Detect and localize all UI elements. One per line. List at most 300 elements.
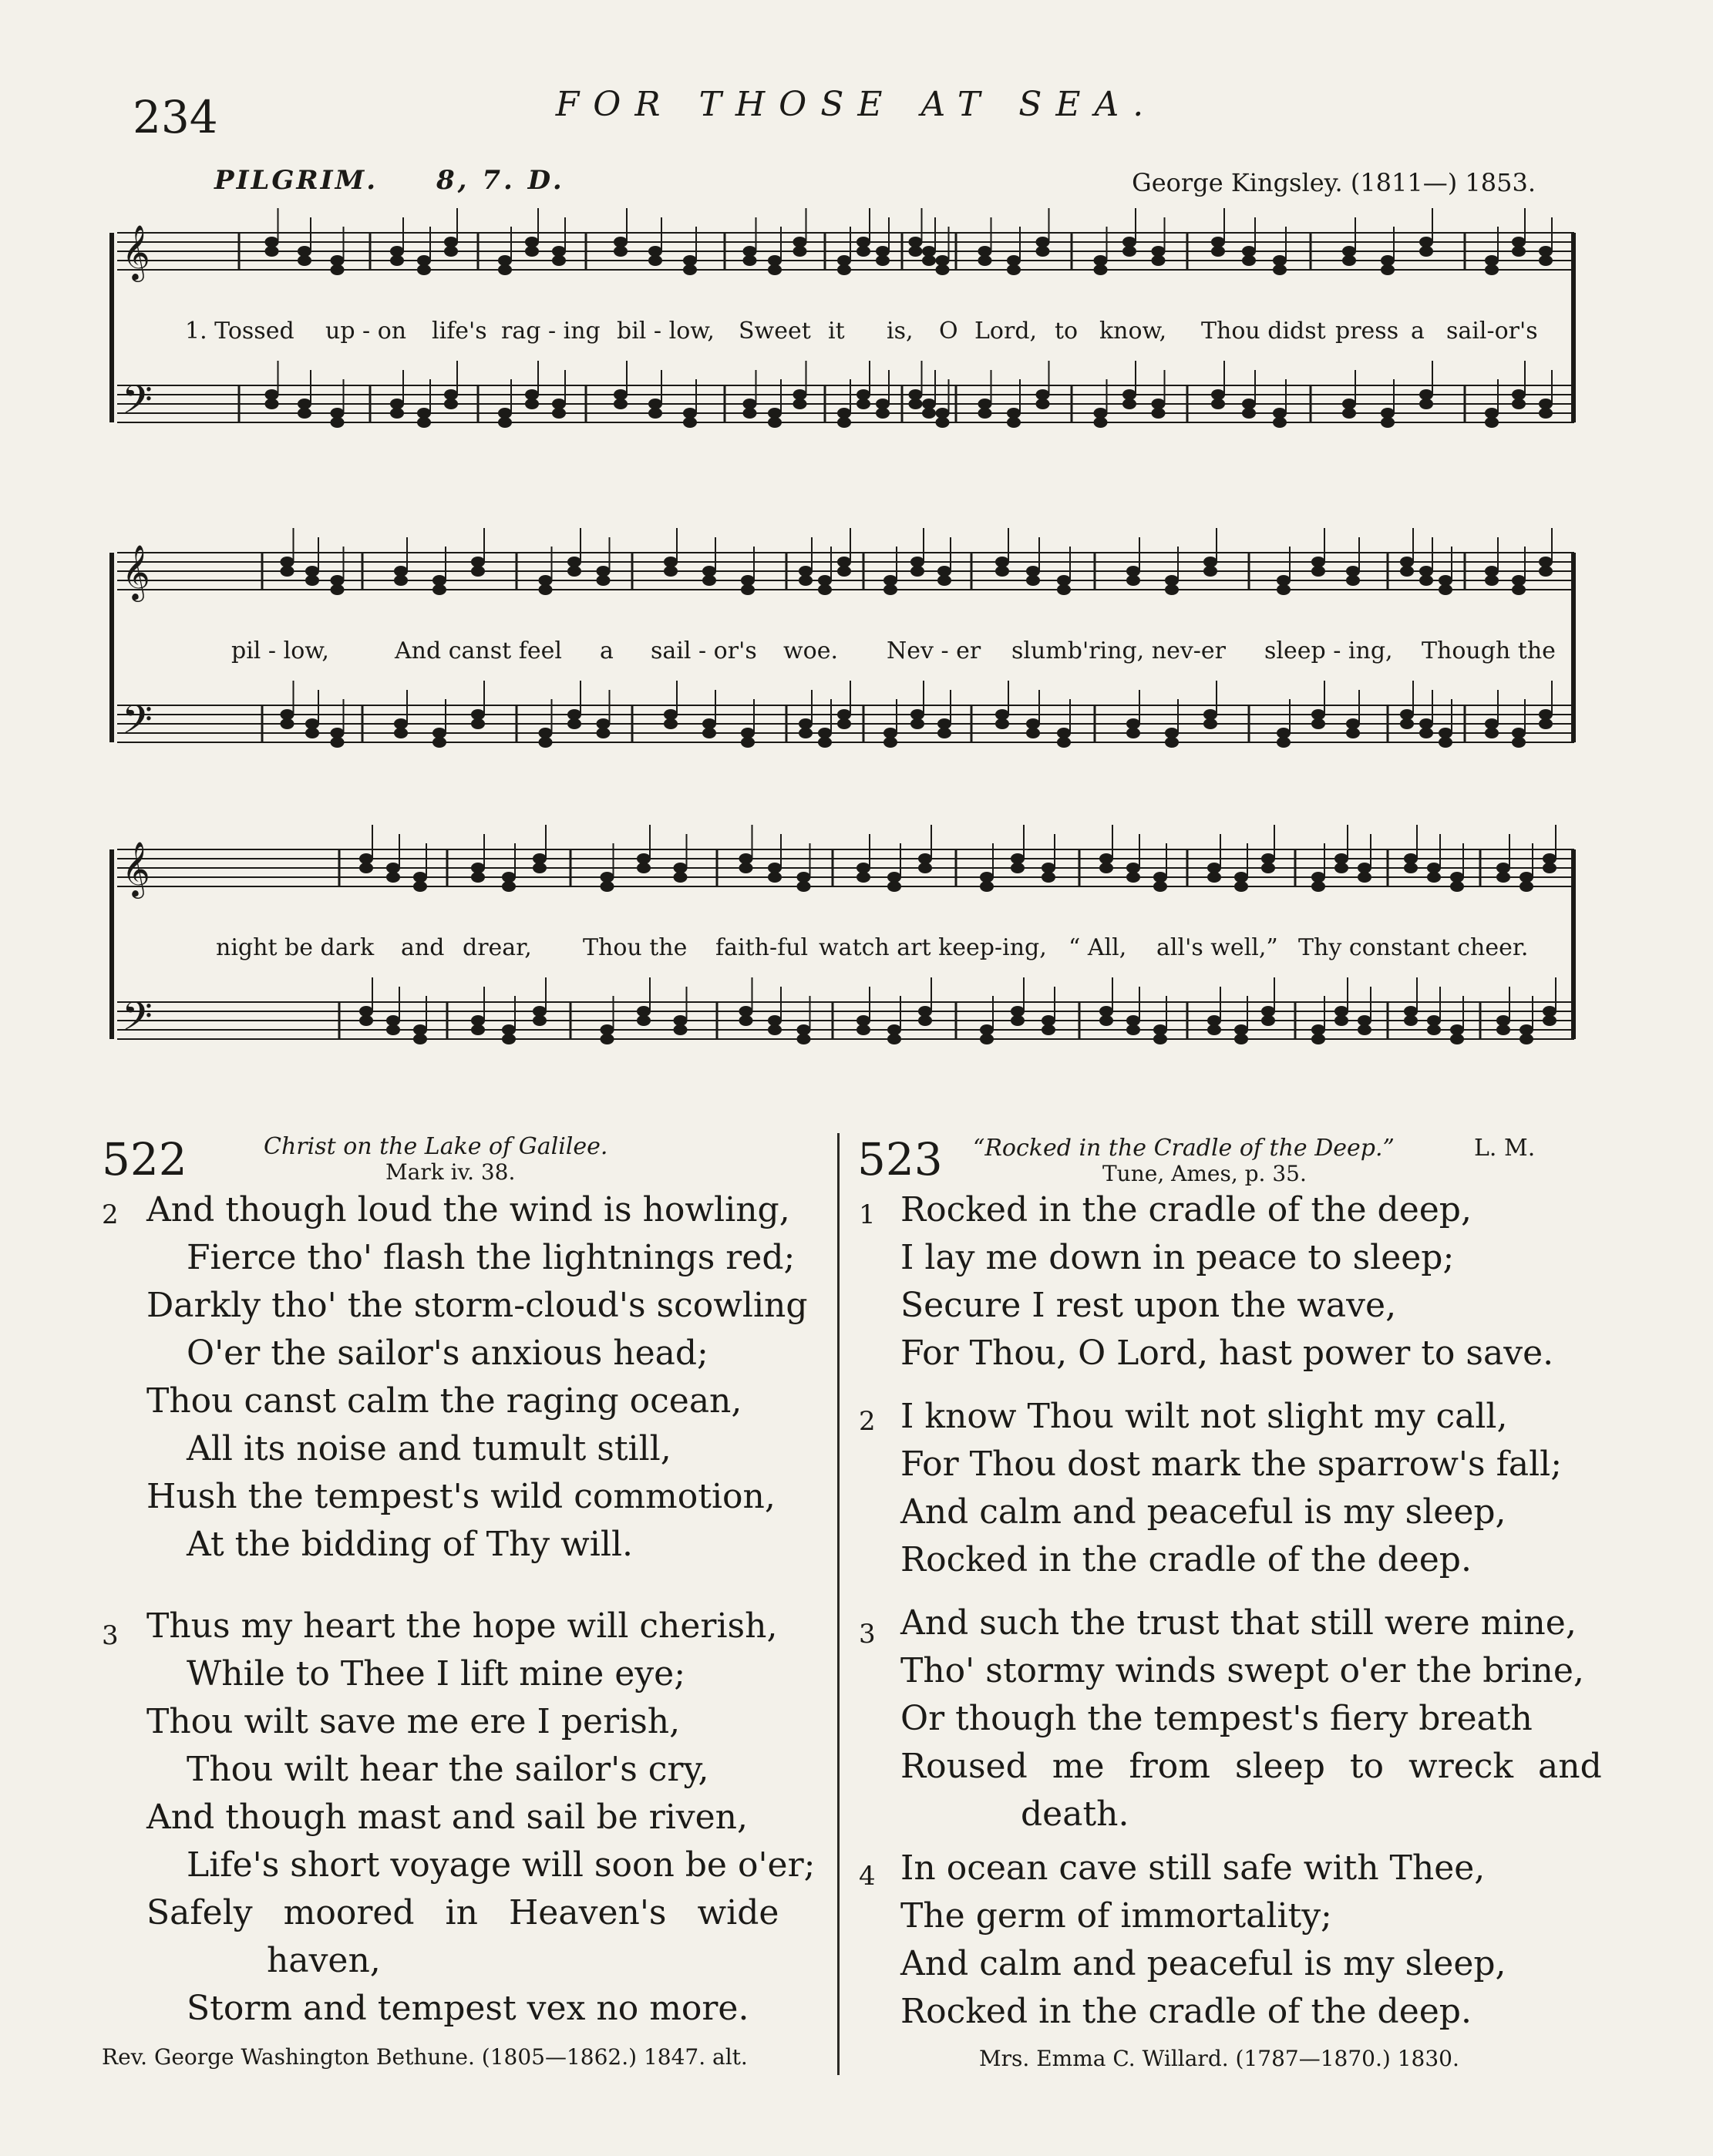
note-head: [1358, 1024, 1371, 1035]
lyric-word: sail - or's: [651, 637, 757, 664]
note-head: [702, 566, 716, 577]
verse-number: 3: [102, 1620, 119, 1651]
note-head: [837, 557, 851, 567]
hymn-tune-ref: Tune, Ames, p. 35.: [1102, 1161, 1307, 1186]
note-head: [1404, 1015, 1418, 1026]
verse-line: For Thou, O Lord, hast power to save.: [900, 1334, 1554, 1373]
note-head: [1094, 417, 1108, 428]
note-head: [525, 399, 539, 409]
note-head: [674, 872, 688, 883]
note-head: [1152, 408, 1166, 419]
note-head: [567, 718, 581, 729]
note-head: [978, 246, 992, 257]
verse-line: Fierce tho' flash the lightnings red;: [187, 1238, 796, 1277]
verse-line: And such the trust that still were mine,: [900, 1603, 1577, 1643]
note-head: [1057, 737, 1071, 748]
note-head: [601, 881, 614, 892]
note-head: [1165, 728, 1179, 738]
note-head: [856, 863, 870, 873]
note-head: [876, 255, 890, 266]
note-head: [1234, 872, 1248, 883]
note-head: [1026, 718, 1040, 729]
note-head: [597, 566, 611, 577]
note-head: [818, 728, 832, 738]
note-head: [1485, 728, 1499, 738]
note-head: [1126, 872, 1140, 883]
note-head: [265, 399, 279, 409]
note-head: [1165, 575, 1179, 586]
note-head: [1543, 1006, 1557, 1017]
note-head: [1539, 408, 1553, 419]
note-head: [614, 237, 628, 247]
note-head: [856, 872, 870, 883]
note-head: [1277, 575, 1291, 586]
lyric-word: watch art keep-ing,: [819, 934, 1047, 961]
note-head: [265, 246, 279, 257]
note-head: [1099, 1006, 1113, 1017]
note-head: [394, 728, 408, 738]
verse-line: Or though the tempest's fiery breath: [900, 1699, 1533, 1738]
hymn-title: Christ on the Lake of Galilee.: [264, 1133, 608, 1160]
note-head: [664, 557, 678, 567]
note-head: [1203, 557, 1217, 567]
note-head: [1277, 584, 1291, 595]
note-head: [743, 408, 757, 419]
note-head: [533, 853, 547, 864]
note-head: [768, 1015, 782, 1026]
note-head: [995, 709, 1009, 720]
note-head: [601, 1034, 614, 1044]
hymn-number: 522: [102, 1133, 187, 1186]
note-head: [1277, 737, 1291, 748]
note-head: [818, 737, 832, 748]
note-head: [1419, 389, 1433, 400]
lyric-word: pil - low,: [231, 637, 329, 664]
note-head: [1011, 863, 1025, 873]
note-head: [1099, 1015, 1113, 1026]
verse-line: Darkly tho' the storm-cloud's scowling: [146, 1286, 808, 1325]
note-head: [1346, 728, 1360, 738]
note-head: [683, 417, 697, 428]
note-head: [743, 246, 757, 257]
note-head: [601, 1024, 614, 1035]
note-head: [1512, 728, 1526, 738]
note-head: [1126, 718, 1140, 729]
note-head: [305, 718, 319, 729]
note-head: [910, 566, 924, 577]
note-head: [305, 575, 319, 586]
note-head: [909, 246, 923, 257]
note-head: [918, 863, 932, 873]
note-head: [887, 872, 901, 883]
note-head: [1346, 566, 1360, 577]
lyric-word: know,: [1099, 318, 1167, 345]
note-head: [1358, 872, 1371, 883]
verse-line: Tho' stormy winds swept o'er the brine,: [900, 1651, 1584, 1690]
note-head: [331, 264, 345, 275]
note-head: [432, 728, 446, 738]
note-head: [1485, 408, 1499, 419]
note-head: [793, 246, 807, 257]
lyric-word: drear,: [463, 934, 532, 961]
note-head: [1543, 863, 1557, 873]
note-head: [394, 566, 408, 577]
note-head: [768, 1024, 782, 1035]
note-head: [1419, 575, 1433, 586]
verse-number: 4: [859, 1861, 876, 1892]
note-head: [1512, 246, 1526, 257]
hymn-522: [102, 1133, 826, 2081]
note-head: [799, 566, 813, 577]
note-head: [533, 863, 547, 873]
note-head: [876, 399, 890, 409]
note-head: [887, 1034, 901, 1044]
note-head: [552, 246, 566, 257]
note-head: [1026, 566, 1040, 577]
note-head: [331, 584, 345, 595]
note-head: [1122, 399, 1136, 409]
note-head: [1539, 718, 1553, 729]
note-head: [1207, 863, 1221, 873]
note-head: [1122, 389, 1136, 400]
lyric-word: Sweet: [739, 318, 811, 345]
note-head: [1439, 737, 1452, 748]
note-head: [937, 728, 951, 738]
note-head: [1153, 1034, 1167, 1044]
note-head: [743, 399, 757, 409]
note-head: [359, 863, 373, 873]
verse-line: haven,: [267, 1941, 381, 1980]
note-head: [471, 863, 485, 873]
note-head: [390, 246, 404, 257]
lyric-word: 1. Tossed: [185, 318, 294, 345]
note-head: [1519, 881, 1533, 892]
note-head: [883, 737, 897, 748]
note-head: [837, 255, 851, 266]
note-head: [1512, 737, 1526, 748]
note-head: [498, 255, 512, 266]
verse-line: The germ of immortality;: [900, 1896, 1332, 1936]
note-head: [539, 737, 553, 748]
note-head: [614, 246, 628, 257]
note-head: [674, 1015, 688, 1026]
note-head: [305, 566, 319, 577]
note-head: [1122, 237, 1136, 247]
tune-composer: George Kingsley. (1811—) 1853.: [1132, 168, 1536, 197]
verse-line: Secure I rest upon the wave,: [900, 1286, 1397, 1325]
note-head: [918, 853, 932, 864]
note-head: [637, 853, 651, 864]
note-head: [432, 575, 446, 586]
note-head: [331, 575, 345, 586]
lyric-word: all's well,”: [1156, 934, 1278, 961]
lyrics-line-1: [108, 318, 1582, 348]
note-head: [1211, 389, 1225, 400]
note-head: [498, 408, 512, 419]
bass-clef-icon: 𝄢: [122, 993, 153, 1049]
note-head: [1342, 246, 1356, 257]
note-head: [359, 1006, 373, 1017]
note-head: [614, 399, 628, 409]
note-head: [417, 264, 431, 275]
note-head: [1036, 389, 1050, 400]
note-head: [359, 1015, 373, 1026]
note-head: [1485, 417, 1499, 428]
note-head: [664, 709, 678, 720]
note-head: [331, 408, 345, 419]
note-head: [1152, 246, 1166, 257]
note-head: [502, 872, 516, 883]
note-head: [768, 255, 782, 266]
note-head: [390, 408, 404, 419]
note-head: [637, 1015, 651, 1026]
note-head: [1334, 853, 1348, 864]
note-head: [1234, 881, 1248, 892]
note-head: [1512, 389, 1526, 400]
note-head: [1450, 872, 1464, 883]
note-head: [417, 417, 431, 428]
note-head: [797, 881, 811, 892]
note-head: [743, 255, 757, 266]
note-head: [856, 1015, 870, 1026]
note-head: [1450, 881, 1464, 892]
note-head: [1419, 728, 1433, 738]
note-head: [937, 575, 951, 586]
note-head: [793, 237, 807, 247]
verse-line: O'er the sailor's anxious head;: [187, 1334, 708, 1373]
note-head: [1539, 246, 1553, 257]
note-head: [1496, 872, 1510, 883]
hymn-meter: L. M.: [1474, 1135, 1536, 1162]
note-head: [683, 264, 697, 275]
note-head: [331, 417, 345, 428]
note-head: [637, 863, 651, 873]
lyric-word: Thou the: [583, 934, 688, 961]
note-head: [331, 737, 345, 748]
note-head: [837, 709, 851, 720]
note-head: [1311, 709, 1325, 720]
note-head: [664, 718, 678, 729]
note-head: [1234, 1024, 1248, 1035]
note-head: [1273, 264, 1287, 275]
treble-clef-icon: 𝄞: [122, 840, 150, 896]
verse-number: 2: [102, 1199, 119, 1230]
note-head: [1311, 557, 1325, 567]
note-head: [1273, 255, 1287, 266]
verse-line: Storm and tempest vex no more.: [187, 1989, 749, 2028]
note-head: [1211, 399, 1225, 409]
note-head: [980, 872, 994, 883]
note-head: [1057, 575, 1071, 586]
verse-line: For Thou dost mark the sparrow's fall;: [900, 1445, 1563, 1484]
lyric-word: life's: [432, 318, 487, 345]
note-head: [980, 1034, 994, 1044]
note-head: [674, 863, 688, 873]
bass-clef-icon: 𝄢: [122, 376, 153, 432]
lyric-word: O: [939, 318, 958, 345]
note-head: [1342, 408, 1356, 419]
tune-name: PILGRIM.: [214, 165, 379, 196]
verse-line: At the bidding of Thy will.: [187, 1525, 634, 1564]
note-head: [702, 718, 716, 729]
note-head: [797, 1024, 811, 1035]
note-head: [1539, 255, 1553, 266]
note-head: [1342, 399, 1356, 409]
note-head: [936, 255, 950, 266]
note-head: [887, 1024, 901, 1035]
note-head: [1485, 566, 1499, 577]
note-head: [664, 566, 678, 577]
note-head: [1094, 408, 1108, 419]
note-head: [1543, 853, 1557, 864]
note-head: [331, 728, 345, 738]
note-head: [1153, 881, 1167, 892]
note-head: [1539, 557, 1553, 567]
note-head: [444, 399, 458, 409]
note-head: [1007, 417, 1021, 428]
note-head: [799, 718, 813, 729]
lyric-word: Though the: [1422, 637, 1556, 664]
note-head: [394, 575, 408, 586]
note-head: [1450, 1034, 1464, 1044]
hymn-title: “Rocked in the Cradle of the Deep.”: [973, 1135, 1395, 1162]
lyric-word: sail-or's: [1446, 318, 1538, 345]
note-head: [1277, 728, 1291, 738]
note-head: [741, 584, 755, 595]
note-head: [768, 872, 782, 883]
lyric-word: is,: [887, 318, 914, 345]
note-head: [883, 728, 897, 738]
note-head: [978, 408, 992, 419]
note-head: [525, 237, 539, 247]
note-head: [1334, 863, 1348, 873]
note-head: [856, 1024, 870, 1035]
verse-line: Roused me from sleep to wreck and: [900, 1747, 1602, 1786]
note-head: [683, 255, 697, 266]
note-head: [1126, 1015, 1140, 1026]
note-head: [413, 881, 427, 892]
note-head: [995, 718, 1009, 729]
note-head: [995, 566, 1009, 577]
note-head: [637, 1006, 651, 1017]
lyric-word: it: [828, 318, 845, 345]
verse-line: Rocked in the cradle of the deep,: [900, 1190, 1472, 1229]
note-head: [1512, 237, 1526, 247]
note-head: [1427, 1024, 1441, 1035]
note-head: [1419, 566, 1433, 577]
note-head: [552, 255, 566, 266]
hymn-523: [857, 1133, 1602, 2081]
note-head: [793, 399, 807, 409]
note-head: [793, 389, 807, 400]
note-head: [1381, 264, 1395, 275]
verse-line: And though loud the wind is howling,: [146, 1190, 790, 1229]
note-head: [674, 1024, 688, 1035]
lyric-word: woe.: [783, 637, 839, 664]
note-head: [648, 399, 662, 409]
note-head: [1094, 255, 1108, 266]
note-head: [1211, 237, 1225, 247]
note-head: [1346, 575, 1360, 586]
note-head: [331, 255, 345, 266]
note-head: [648, 246, 662, 257]
note-head: [298, 408, 311, 419]
note-head: [539, 728, 553, 738]
note-head: [265, 237, 279, 247]
note-head: [417, 255, 431, 266]
note-head: [648, 408, 662, 419]
note-head: [1311, 718, 1325, 729]
lyric-word: press: [1335, 318, 1399, 345]
verse-number: 1: [859, 1199, 876, 1230]
note-head: [1358, 863, 1371, 873]
note-head: [1273, 408, 1287, 419]
lyric-word: Nev - er: [887, 637, 981, 664]
note-head: [281, 566, 294, 577]
note-head: [597, 718, 611, 729]
note-head: [386, 1024, 400, 1035]
lyric-word: night be dark: [216, 934, 375, 961]
lyric-word: “ All,: [1069, 934, 1127, 961]
note-head: [1099, 853, 1113, 864]
note-head: [471, 709, 485, 720]
note-head: [922, 399, 936, 409]
note-head: [498, 417, 512, 428]
note-head: [1485, 255, 1499, 266]
verse-line: In ocean cave still safe with Thee,: [900, 1848, 1486, 1888]
lyric-word: faith-ful: [715, 934, 809, 961]
note-head: [498, 264, 512, 275]
note-head: [1036, 399, 1050, 409]
note-head: [417, 408, 431, 419]
music-system-3: [108, 825, 1582, 1079]
note-head: [298, 399, 311, 409]
note-head: [909, 237, 923, 247]
lyric-word: a: [1411, 318, 1425, 345]
note-head: [539, 575, 553, 586]
note-head: [1419, 399, 1433, 409]
note-head: [936, 264, 950, 275]
note-head: [799, 728, 813, 738]
lyric-word: slumb'ring, nev-er: [1011, 637, 1226, 664]
note-head: [1126, 863, 1140, 873]
verse-line: I know Thou wilt not slight my call,: [900, 1397, 1508, 1436]
column-divider: [837, 1133, 840, 2075]
note-head: [1439, 575, 1452, 586]
note-head: [502, 1024, 516, 1035]
note-head: [1057, 728, 1071, 738]
verse-line: Hush the tempest's wild commotion,: [146, 1477, 776, 1516]
note-head: [1011, 853, 1025, 864]
note-head: [502, 881, 516, 892]
note-head: [471, 718, 485, 729]
bass-clef-icon: 𝄢: [122, 696, 153, 752]
note-head: [1207, 872, 1221, 883]
verse-number: 2: [859, 1406, 876, 1437]
note-head: [1261, 1006, 1275, 1017]
note-head: [1211, 246, 1225, 257]
note-head: [1427, 872, 1441, 883]
note-head: [1207, 1024, 1221, 1035]
note-head: [359, 853, 373, 864]
note-head: [1026, 575, 1040, 586]
note-head: [1203, 709, 1217, 720]
note-head: [413, 1034, 427, 1044]
note-head: [1381, 417, 1395, 428]
note-head: [1419, 718, 1433, 729]
note-head: [1011, 1015, 1025, 1026]
note-head: [837, 408, 851, 419]
